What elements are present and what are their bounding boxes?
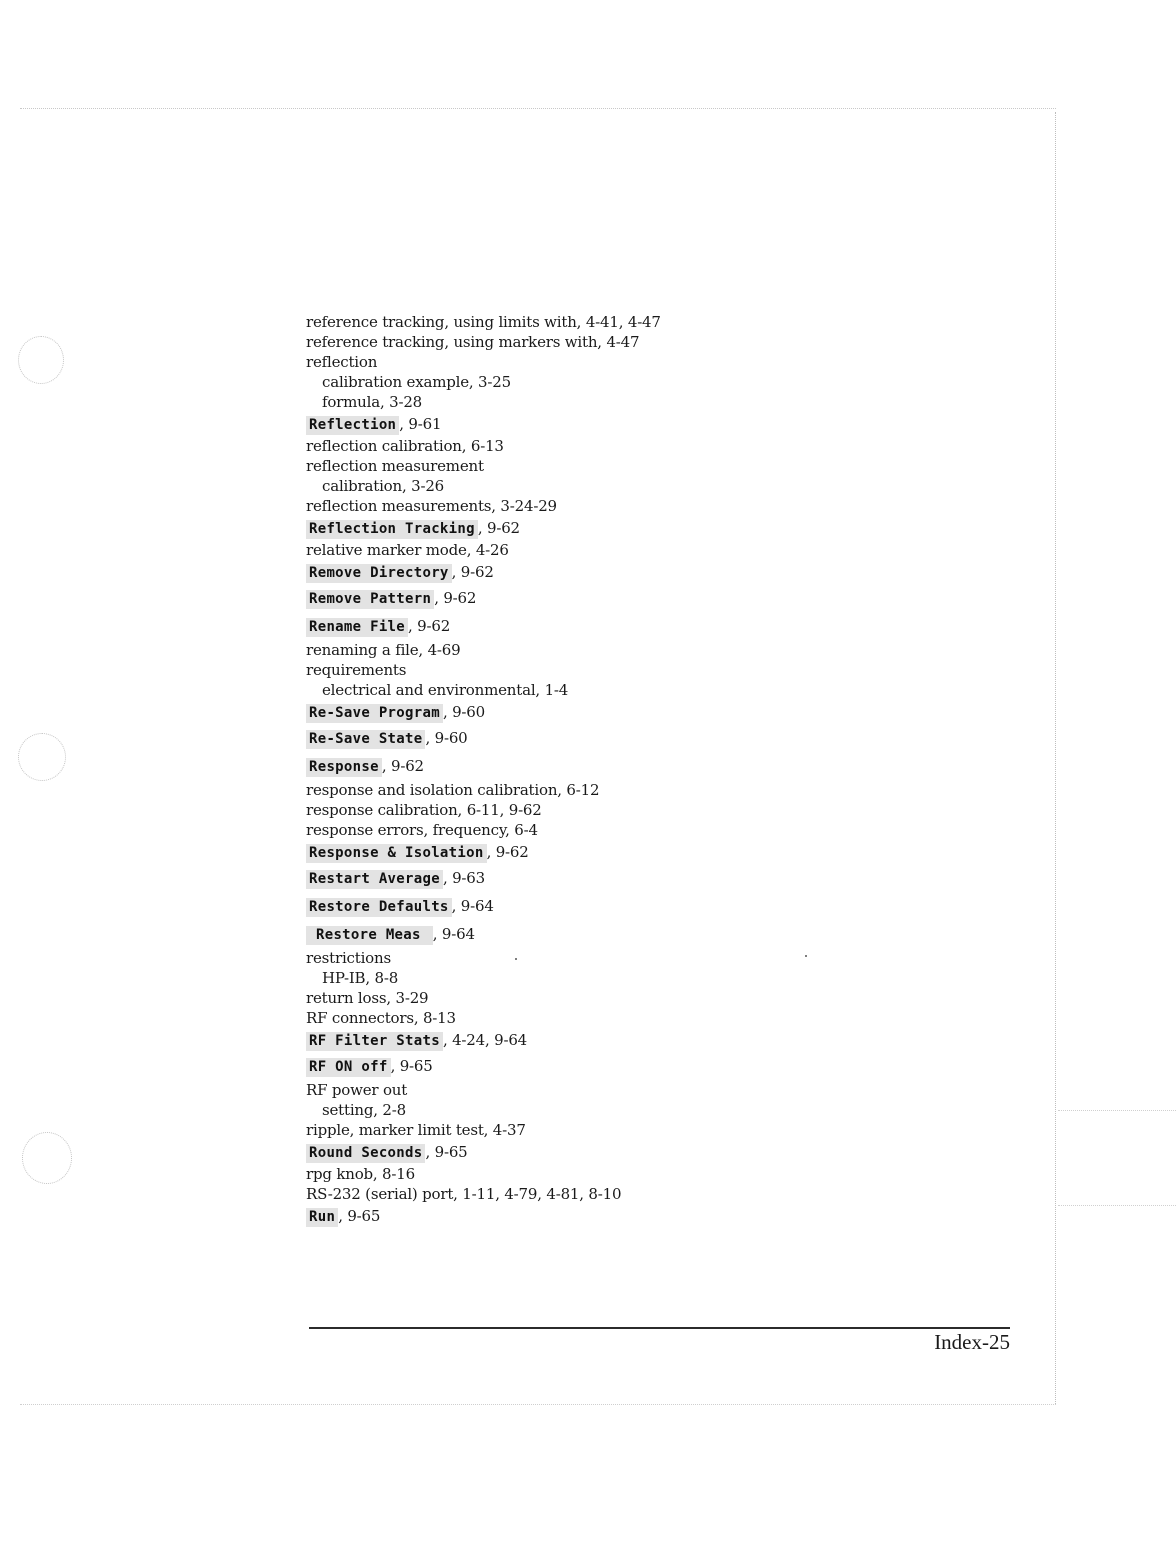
index-entry: reference tracking, using markers with, 4-47: [306, 333, 640, 351]
binder-hole: [22, 1132, 72, 1184]
page-refs: , 9-65: [425, 1143, 468, 1161]
softkey-label: Remove Pattern: [306, 590, 434, 609]
index-softkey-entry: [306, 412, 746, 436]
index-softkey-entry: [306, 1140, 746, 1164]
index-subentry: setting, 2-8: [322, 1101, 406, 1119]
index-entry: requirements: [306, 661, 407, 679]
index-softkey-entry: [306, 724, 746, 752]
index-entry: reflection: [306, 353, 378, 371]
index-softkey-entry: [306, 560, 746, 584]
index-softkey-entry: [306, 892, 746, 920]
page-refs: , 9-60: [442, 703, 485, 721]
page-refs: , 9-64: [451, 897, 494, 915]
index-entry: reflection measurement: [306, 457, 484, 475]
softkey-label: Restore Meas: [306, 926, 433, 945]
index-softkey-entry: [306, 516, 746, 540]
page-refs: , 4-24, 9-64: [442, 1031, 528, 1049]
page-refs: , 9-62: [434, 589, 477, 607]
softkey-label: Run: [306, 1208, 338, 1227]
index-entry: reference tracking, using limits with, 4-41, 4-47: [306, 313, 661, 331]
index-entry: rpg knob, 8-16: [306, 1165, 415, 1183]
page-edge-tab: [1058, 1205, 1176, 1206]
softkey-label: RF ON off: [306, 1058, 391, 1077]
index-entry: renaming a file, 4-69: [306, 641, 461, 659]
index-entry: reflection calibration, 6-13: [306, 437, 504, 455]
page-refs: , 9-62: [408, 617, 451, 635]
index-subentry: electrical and environmental, 1-4: [322, 681, 569, 699]
index-entry: return loss, 3-29: [306, 989, 429, 1007]
softkey-label: Response: [306, 758, 382, 777]
index-softkey-entry: [306, 920, 746, 948]
softkey-label: Re-Save State: [306, 730, 425, 749]
footer-rule: [309, 1327, 1010, 1329]
softkey-label: RF Filter Stats: [306, 1032, 443, 1051]
page-edge-top: [20, 108, 1056, 109]
index-softkey-entry: [306, 1052, 746, 1080]
scan-speck: [805, 955, 807, 957]
index-entry: response and isolation calibration, 6-12: [306, 781, 600, 799]
index-softkey-entry: [306, 752, 746, 780]
index-entry: RS-232 (serial) port, 1-11, 4-79, 4-81, 8-10: [306, 1185, 622, 1203]
page-refs: , 9-62: [381, 757, 424, 775]
index-entries: [306, 312, 746, 1228]
index-softkey-entry: [306, 584, 746, 612]
page-edge-bottom: [20, 1404, 1056, 1405]
softkey-label: Rename File: [306, 618, 408, 637]
softkey-label: Remove Directory: [306, 564, 452, 583]
page-edge-right: [1055, 112, 1056, 1404]
index-subentry: calibration, 3-26: [322, 477, 445, 495]
index-entry: RF connectors, 8-13: [306, 1009, 456, 1027]
index-softkey-entry: [306, 864, 746, 892]
index-entry: RF power out: [306, 1081, 408, 1099]
page-refs: , 9-62: [451, 563, 494, 581]
page-refs: , 9-64: [432, 925, 475, 943]
binder-hole: [18, 336, 64, 384]
page-refs: , 9-65: [338, 1207, 381, 1225]
page-refs: , 9-65: [390, 1057, 433, 1075]
index-subentry: formula, 3-28: [322, 393, 423, 411]
index-softkey-entry: [306, 700, 746, 724]
index-entry: response calibration, 6-11, 9-62: [306, 801, 542, 819]
index-softkey-entry: [306, 840, 746, 864]
index-softkey-entry: [306, 612, 746, 640]
softkey-label: Re-Save Program: [306, 704, 443, 723]
page-refs: , 9-60: [425, 729, 468, 747]
index-entry: restrictions: [306, 949, 391, 967]
index-entry: response errors, frequency, 6-4: [306, 821, 538, 839]
index-softkey-entry: [306, 1204, 746, 1228]
index-entry: reflection measurements, 3-24-29: [306, 497, 557, 515]
page-refs: , 9-61: [399, 415, 442, 433]
softkey-label: Response & Isolation: [306, 844, 487, 863]
page-number: Index-25: [934, 1330, 1010, 1354]
softkey-label: Restore Defaults: [306, 898, 452, 917]
softkey-label: Reflection: [306, 416, 399, 435]
softkey-label: Round Seconds: [306, 1144, 425, 1163]
page-refs: , 9-63: [442, 869, 485, 887]
index-entry: relative marker mode, 4-26: [306, 541, 509, 559]
index-subentry: calibration example, 3-25: [322, 373, 511, 391]
index-softkey-entry: [306, 1028, 746, 1052]
index-subentry: HP-IB, 8-8: [322, 969, 399, 987]
page-refs: , 9-62: [486, 843, 529, 861]
page-refs: , 9-62: [477, 519, 520, 537]
page-edge-tab: [1058, 1110, 1176, 1111]
softkey-label: Reflection Tracking: [306, 520, 478, 539]
binder-hole: [18, 733, 66, 781]
index-entry: ripple, marker limit test, 4-37: [306, 1121, 526, 1139]
softkey-label: Restart Average: [306, 870, 443, 889]
